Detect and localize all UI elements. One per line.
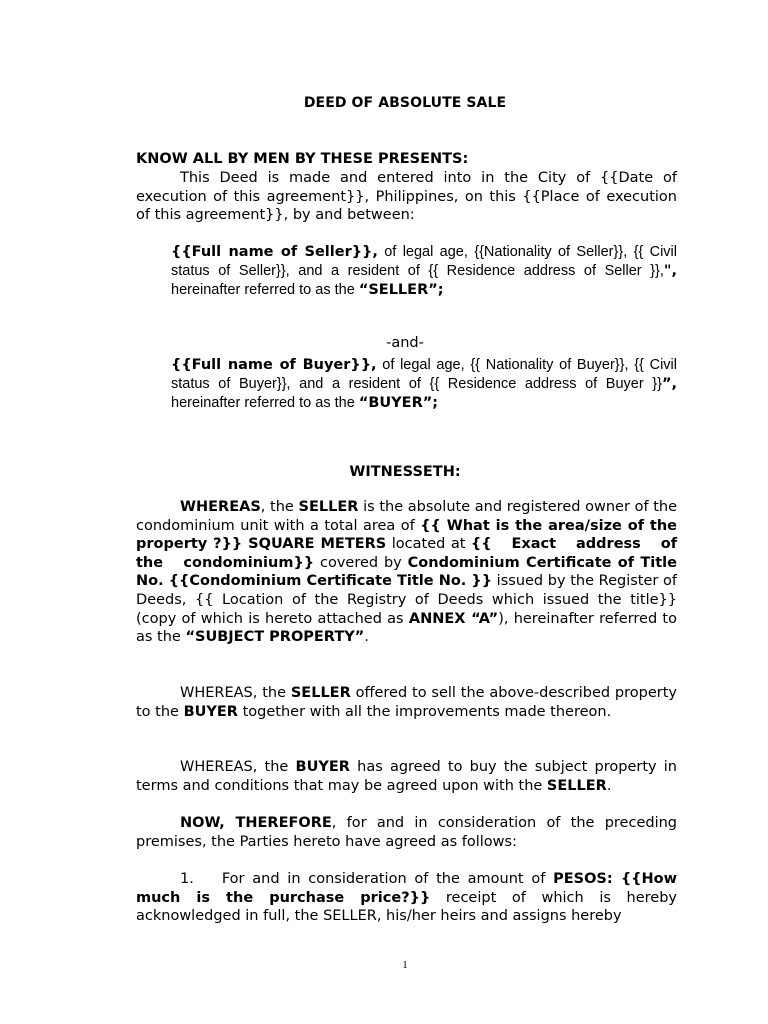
buyer-tail-quote: ”, xyxy=(661,376,677,392)
text: WHEREAS, the xyxy=(180,759,296,775)
text: issued by the Register of Deeds, {{ Location of the Registry of Deeds which issued the title}} (copy of which is hereto attached as xyxy=(136,573,677,627)
clause-1-paragraph xyxy=(136,870,677,926)
buyer-name: {{Full name of Buyer}}, xyxy=(171,357,377,373)
buyer-term: BUYER xyxy=(295,759,350,775)
text: offered to sell the above-described property to the xyxy=(136,685,677,720)
text: . xyxy=(364,629,369,646)
buyer-term: BUYER xyxy=(183,703,238,720)
now-therefore-label: NOW, THEREFORE xyxy=(180,815,332,831)
text: receipt of which is hereby acknowledged in full, the SELLER, his/her heirs and assigns hereby xyxy=(136,889,677,925)
seller-term: SELLER xyxy=(290,685,351,701)
seller-tail: hereinafter referred to as the xyxy=(171,282,359,298)
text: , for and in consideration of the preceding premises, the Parties hereto have agreed as follows: xyxy=(136,815,677,850)
buyer-role: “BUYER”; xyxy=(358,395,439,411)
text: has agreed to buy the subject property in terms and conditions that may be agreed upon with the xyxy=(136,759,677,794)
text: . xyxy=(606,777,612,794)
whereas-paragraph-1 xyxy=(136,498,677,647)
text: located at xyxy=(386,536,471,553)
text: ), hereinafter referred to as the xyxy=(136,610,677,646)
page-number: 1 xyxy=(402,959,408,971)
document-title: DEED OF ABSOLUTE SALE xyxy=(303,95,507,111)
seller-paragraph xyxy=(171,243,677,300)
text: covered by xyxy=(314,554,408,571)
text: , the xyxy=(260,499,299,515)
whereas-paragraph-2 xyxy=(136,684,677,721)
seller-tail-quote: ", xyxy=(663,263,677,279)
address-field: {{ Exact address of the condominium}} xyxy=(136,536,678,571)
seller-term: SELLER xyxy=(298,499,359,515)
opening-line: KNOW ALL BY MEN BY THESE PRESENTS: xyxy=(136,151,469,167)
and-separator: -and- xyxy=(386,335,424,351)
buyer-paragraph xyxy=(171,356,677,413)
whereas-paragraph-3 xyxy=(136,758,677,795)
buyer-tail: hereinafter referred to as the xyxy=(171,395,359,411)
purchase-price-field: PESOS: {{How much is the purchase price?}} xyxy=(136,871,678,906)
buyer-details: of legal age, {{ Nationality of Buyer}}, {{ Civil status of Buyer}}, and a resident of {{ Residence address of Buyer }} xyxy=(171,357,677,392)
intro-paragraph: This Deed is made and entered into in the City of {{Date of execution of this agreement}}, Philippines, on this {{Place of execution of this agreement}}, by and between: xyxy=(136,170,677,224)
seller-role: “SELLER”; xyxy=(358,282,444,298)
text: WHEREAS, the xyxy=(180,685,291,701)
text: For and in consideration of the amount of xyxy=(221,871,554,887)
annex-label: ANNEX “A” xyxy=(408,610,499,627)
subject-property-term: “SUBJECT PROPERTY” xyxy=(185,629,365,646)
whereas-label: WHEREAS xyxy=(180,499,261,515)
seller-details: of legal age, {{Nationality of Seller}}, {{ Civil status of Seller}}, and a resident of {{ Residence address of Seller }}, xyxy=(171,244,677,279)
title-number-field: Condominium Certificate of Title No. {{Condominium Certificate Title No. }} xyxy=(136,554,677,590)
now-therefore-paragraph xyxy=(136,814,677,851)
seller-term: SELLER xyxy=(546,777,607,794)
text: together with all the improvements made thereon. xyxy=(237,703,612,720)
clause-number: 1. xyxy=(180,871,194,887)
text: is the absolute and registered owner of the condominium unit with a total area of xyxy=(136,499,678,534)
seller-name: {{Full name of Seller}}, xyxy=(171,244,378,260)
area-field: {{ What is the area/size of the property ?}} SQUARE METERS xyxy=(136,517,677,553)
witnesseth-heading: WITNESSETH: xyxy=(349,464,461,480)
